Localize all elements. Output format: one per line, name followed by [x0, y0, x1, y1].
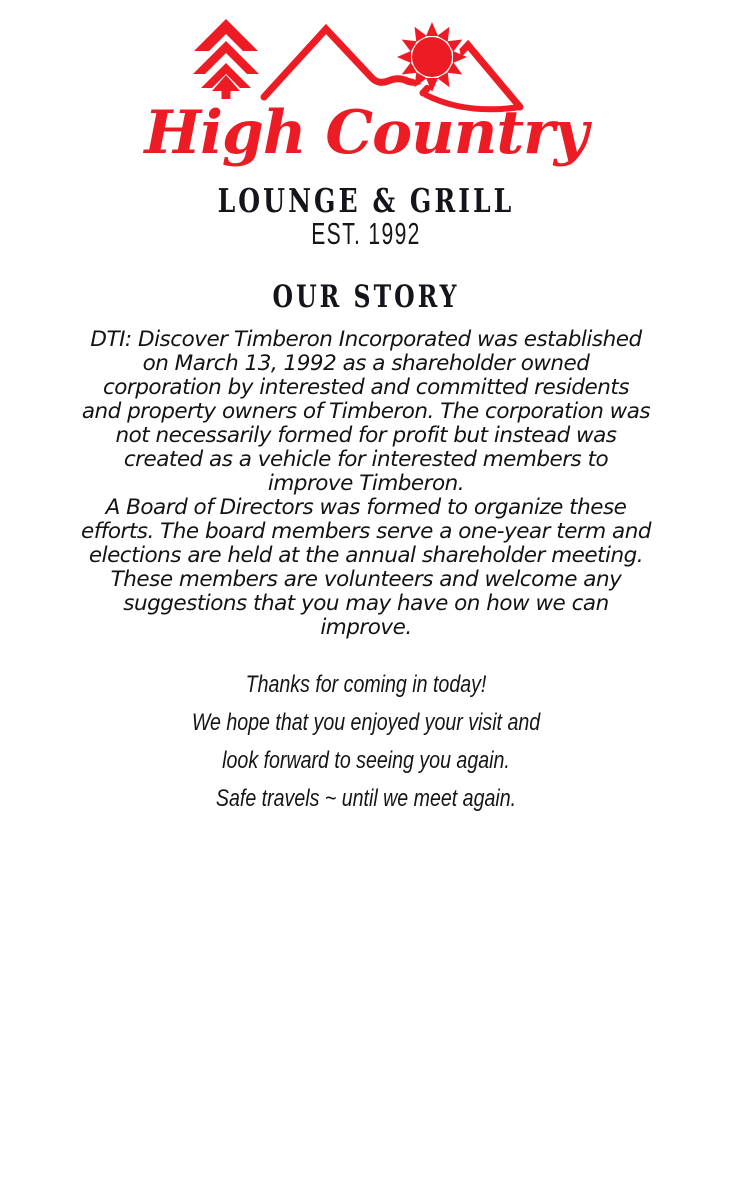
closing-line-1: Thanks for coming in today!: [245, 671, 487, 699]
brand-subtitle: LOUNGE & GRILL: [217, 181, 515, 220]
closing-line-2: We hope that you enjoyed your visit and: [191, 709, 541, 737]
story-section: [0, 279, 732, 640]
brand-name: High Country: [144, 98, 588, 168]
story-paragraph-2: A Board of Directors was formed to organize these efforts. The board members serve a one-year term and elections are held at the annual shareholder meeting. These members are volunteers and welcome any suggestions that you may have on how we can improve.: [81, 495, 651, 641]
logo-header: [0, 15, 732, 251]
closing-line-4: Safe travels ~ until we meet again.: [215, 785, 517, 813]
story-heading: OUR STORY: [272, 279, 460, 316]
established-text: EST. 1992: [311, 215, 421, 251]
story-paragraph-1: DTI: Discover Timberon Incorporated was established on March 13, 1992 as a shareholder owned corporation by interested and committed residents and property owners of Timberon. The corporation was not necessarily formed for profit but instead was created as a vehicle for interested members to improve Timberon.: [81, 327, 651, 497]
pine-tree-icon: [193, 19, 259, 99]
closing-message: [0, 666, 732, 818]
closing-line-3: look forward to seeing you again.: [222, 747, 510, 775]
